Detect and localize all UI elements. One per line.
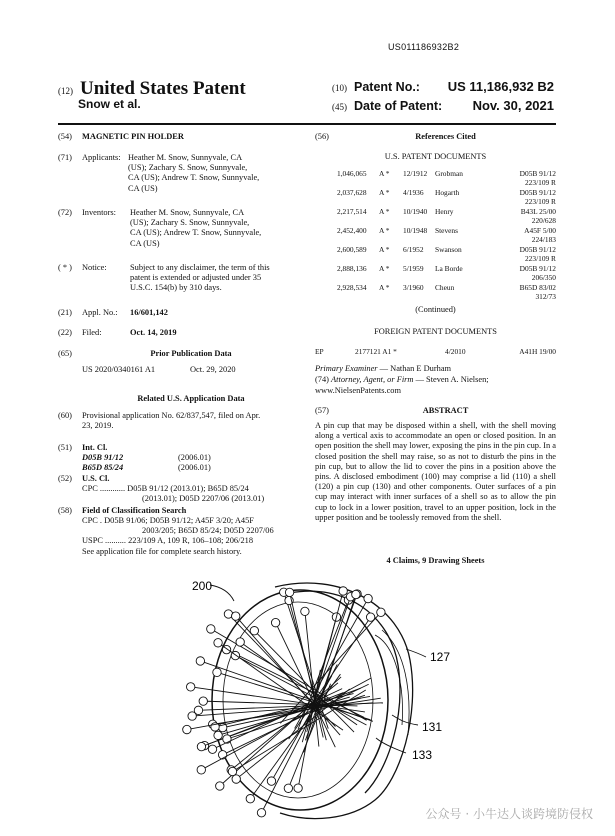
pin-head: [301, 607, 309, 615]
applicants-line: Heather M. Snow, Sunnyvale, CA: [128, 153, 243, 162]
notice-value: [130, 263, 300, 294]
related-heading-row: [58, 394, 300, 404]
pin-head: [223, 735, 231, 743]
pin-head: [213, 668, 221, 676]
filed-label: Filed:: [82, 328, 102, 337]
ref-label-133: 133: [412, 748, 433, 762]
uscl-line: CPC ............ D05B 91/12 (2013.01); B65D 85/24: [82, 484, 249, 493]
ref-label-127: 127: [430, 650, 451, 664]
patent-no-value: US 11,186,932 B2: [447, 79, 554, 94]
field-line: See application file for complete search history.: [82, 546, 242, 556]
pin-head: [188, 712, 196, 720]
us-doc-cls: D05B 91/12: [519, 264, 556, 273]
pin-head: [214, 731, 222, 739]
pin-head: [199, 697, 207, 705]
us-doc-name: Henry: [435, 207, 454, 216]
inventors-tag: (72): [58, 208, 72, 217]
intcl-code: D05B 91/12: [82, 453, 124, 462]
pin-head: [232, 612, 240, 620]
prior-heading: Prior Publication Data: [150, 349, 232, 358]
pin-head: [364, 594, 372, 602]
intcl-label: Int. Cl.: [82, 443, 108, 452]
pin-head: [197, 742, 205, 750]
inventors-line: (US); Zachary S. Snow, Sunnyvale,: [130, 218, 250, 228]
foreign-num: 2177121 A1 *: [355, 347, 397, 356]
leader-200: [210, 585, 234, 601]
pin-head: [214, 639, 222, 647]
patent-authors: Snow et al.: [78, 97, 141, 111]
intcl-rows: [82, 453, 302, 473]
us-doc-num: 2,452,400: [337, 226, 367, 235]
intcl-row: [82, 463, 302, 473]
pin-head: [218, 751, 226, 759]
date-value: Nov. 30, 2021: [472, 98, 554, 113]
attorney-value: — Steven A. Nielsen;: [415, 375, 489, 384]
pin-shaft: [213, 689, 343, 750]
pin-shaft: [305, 594, 357, 740]
us-doc-num: 2,928,534: [337, 283, 367, 292]
notice-label: Notice:: [82, 263, 107, 272]
pin-head: [294, 784, 302, 792]
inventors-line: CA (US); Andrew T. Snow, Sunnyvale,: [130, 228, 262, 238]
uscl-label: U.S. Cl.: [82, 474, 110, 483]
pins-group: [183, 587, 385, 817]
us-doc-num: 1,046,065: [337, 169, 367, 178]
pin-head: [216, 782, 224, 790]
us-doc-num: 2,037,628: [337, 188, 367, 197]
refs-tag: (56): [315, 132, 329, 141]
right-column: [315, 132, 556, 572]
pin-head: [228, 767, 236, 775]
prov-line: 23, 2019.: [82, 421, 114, 431]
us-doc-num: 2,600,589: [337, 245, 367, 254]
refs-heading: References Cited: [415, 132, 476, 141]
barcode-number: US011186932B2: [388, 42, 460, 52]
us-doc-cls: B65D 83/02: [519, 283, 556, 292]
uscl-value: [82, 484, 302, 504]
us-doc-cls2: 223/109 R: [524, 254, 556, 263]
applicants-label: Applicants:: [82, 153, 121, 162]
us-doc-cls2: 312/73: [535, 292, 556, 301]
pin-head: [186, 683, 194, 691]
patent-meta: [332, 79, 554, 117]
us-doc-date: 10/1948: [403, 226, 428, 235]
field-value: [82, 516, 302, 557]
pin-head: [285, 588, 293, 596]
us-doc-cls2: 224/183: [531, 235, 556, 244]
inventors-line: Heather M. Snow, Sunnyvale, CA: [130, 208, 245, 217]
intcl-tag: (51): [58, 443, 72, 452]
prior-date: Oct. 29, 2020: [190, 365, 236, 374]
field-line: 2003/205; B65D 85/24; D05D 2207/06: [142, 526, 274, 536]
attorney-line: [315, 375, 556, 385]
us-doc-name: Grobman: [435, 169, 463, 178]
us-doc-kind: A *: [379, 207, 390, 216]
examiner-value: — Nathan E Durham: [379, 364, 452, 373]
filed-value: Oct. 14, 2019: [130, 328, 177, 337]
examiner-label: Primary Examiner: [315, 364, 378, 373]
field-label: Field of Classification Search: [82, 506, 187, 515]
field-line: CPC . D05B 91/06; D05B 91/12; A45F 3/20; A45F: [82, 516, 254, 525]
prior-tag: (65): [58, 349, 72, 358]
inventors-line: CA (US): [130, 238, 160, 248]
watermark: 公众号 · 小牛达人谈跨境防侵权: [425, 807, 593, 821]
us-doc-num: 2,217,514: [337, 207, 367, 216]
attorney-label: Attorney, Agent, or Firm: [331, 375, 414, 384]
us-doc-cls: D05B 91/12: [519, 245, 556, 254]
us-doc-cls: A45F 5/00: [524, 226, 556, 235]
ref-label-131: 131: [422, 720, 443, 734]
field-tag: (58): [58, 506, 72, 515]
appl-value: 16/601,142: [130, 308, 168, 317]
examiner-line: [315, 364, 556, 374]
us-doc-date: 4/1936: [403, 188, 424, 197]
pin-head: [208, 745, 216, 753]
notice-tag: ( * ): [58, 263, 72, 272]
related-heading: Related U.S. Application Data: [137, 394, 245, 403]
leader-131: [392, 715, 418, 725]
us-doc-name: Swanson: [435, 245, 462, 254]
pin-head: [352, 590, 360, 598]
appl-label: Appl. No.:: [82, 308, 118, 317]
us-doc-cls: B43L 25/00: [520, 207, 556, 216]
prov-value: [82, 411, 300, 431]
prov-line: Provisional application No. 62/837,547, filed on Apr.: [82, 411, 261, 420]
pin-head: [377, 608, 385, 616]
inventors-label: Inventors:: [82, 208, 116, 217]
us-doc-name: Stevens: [435, 226, 458, 235]
attorney-tag: (74): [315, 375, 329, 384]
pin-head: [197, 766, 205, 774]
pin-head: [267, 777, 275, 785]
uscl-tag: (52): [58, 474, 72, 483]
prior-pub: US 2020/0340161 A1: [82, 365, 156, 374]
us-doc-cls2: 223/109 R: [524, 178, 556, 187]
notice-line: U.S.C. 154(b) by 310 days.: [130, 283, 222, 293]
patent-title: United States Patent: [80, 78, 246, 99]
us-doc-cls: D05B 91/12: [519, 169, 556, 178]
header-rule: [58, 123, 556, 125]
title-text: MAGNETIC PIN HOLDER: [82, 132, 184, 141]
abstract-tag: (57): [315, 406, 329, 415]
us-doc-kind: A *: [379, 169, 390, 178]
us-docs-heading: U.S. PATENT DOCUMENTS: [384, 152, 487, 161]
applicants-line: CA (US): [128, 183, 158, 193]
field-line: USPC .......... 223/109 A, 109 R, 106–108; 206/218: [82, 536, 254, 546]
barcode: [298, 18, 556, 42]
us-doc-date: 12/1912: [403, 169, 428, 178]
pin-head: [284, 784, 292, 792]
pin-head: [196, 657, 204, 665]
title-tag: (54): [58, 132, 72, 141]
pin-head: [246, 795, 254, 803]
patent-no-tag: (10): [332, 83, 347, 93]
heading-tag: (12): [58, 86, 73, 96]
intcl-code: B65D 85/24: [82, 463, 124, 472]
applicants-value: [128, 153, 300, 194]
notice-field: [58, 263, 300, 297]
pin-head: [236, 638, 244, 646]
inventors-field: [58, 208, 300, 252]
us-doc-date: 10/1940: [403, 207, 428, 216]
continued: (Continued): [415, 305, 456, 314]
intcl-year: (2006.01): [178, 463, 211, 472]
inventors-value: [130, 208, 300, 249]
pin-head: [257, 809, 265, 817]
intcl-year: (2006.01): [178, 453, 211, 462]
us-doc-date: 6/1952: [403, 245, 424, 254]
left-column: [58, 132, 300, 572]
us-doc-cls2: 206/350: [531, 273, 556, 282]
foreign-date: 4/2010: [445, 347, 466, 356]
notice-line: patent is extended or adjusted under 35: [130, 273, 262, 283]
pin-head: [183, 725, 191, 733]
pin-head: [339, 587, 347, 595]
us-doc-name: Hogarth: [435, 188, 460, 197]
us-doc-date: 5/1959: [403, 264, 424, 273]
us-doc-kind: A *: [379, 245, 390, 254]
applicants-line: (US); Zachary S. Snow, Sunnyvale,: [128, 163, 248, 173]
prov-tag: (60): [58, 411, 72, 420]
applicants-line: CA (US); Andrew T. Snow, Sunnyvale,: [128, 173, 260, 183]
us-doc-kind: A *: [379, 283, 390, 292]
pin-holder-figure: [150, 575, 480, 830]
us-doc-kind: A *: [379, 188, 390, 197]
attorney-website: www.NielsenPatents.com: [315, 386, 401, 395]
foreign-country: EP: [315, 347, 324, 356]
appl-tag: (21): [58, 308, 72, 317]
foreign-class: A41H 19/00: [519, 347, 556, 356]
us-doc-date: 3/1960: [403, 283, 424, 292]
applicants-field: [58, 153, 300, 197]
filed-tag: (22): [58, 328, 72, 337]
us-doc-name: Cheun: [435, 283, 455, 292]
claims-line: 4 Claims, 9 Drawing Sheets: [386, 556, 485, 565]
abstract-heading: ABSTRACT: [422, 406, 469, 415]
foreign-heading: FOREIGN PATENT DOCUMENTS: [374, 327, 497, 336]
pin-head: [207, 625, 215, 633]
us-doc-cls: D05B 91/12: [519, 188, 556, 197]
abstract-text: A pin cup that may be disposed within a shell, with the shell moving along a vertical axis to accommodate an open or closed position. In an open position the shell may lower, exposing the pins in the pin cup. In a closed position the shell may raise, so as not to disturb the pins in the pin cup, but to allow the lid to cover the pins in a position above the pins. A disclosed embodiment (100) may comprise a lid (110) a shell (120) a pin cup (130) and other components. Outer surfaces of a pin cup may interact with inner surfaces of a shell so as to allow the pin cup to lock in a lower position, travel to an upper position, lock in the upper position and be toolessly removed from the shell.: [315, 421, 556, 522]
applicants-tag: (71): [58, 153, 72, 162]
prior-heading-field: [58, 349, 300, 359]
us-doc-kind: A *: [379, 226, 390, 235]
pin-shaft: [240, 642, 357, 725]
pin-head: [271, 618, 279, 626]
intcl-row: [82, 453, 302, 463]
date-tag: (45): [332, 102, 347, 112]
us-doc-name: La Borde: [435, 264, 463, 273]
us-doc-num: 2,888,136: [337, 264, 367, 273]
notice-line: Subject to any disclaimer, the term of this: [130, 263, 270, 272]
patent-no-label: Patent No.:: [354, 80, 420, 94]
uscl-line: (2013.01); D05D 2207/06 (2013.01): [142, 494, 265, 504]
us-doc-kind: A *: [379, 264, 390, 273]
date-label: Date of Patent:: [354, 99, 443, 113]
ref-label-200: 200: [192, 579, 213, 593]
us-doc-cls2: 220/628: [531, 216, 556, 225]
us-doc-cls2: 223/109 R: [524, 197, 556, 206]
pin-head: [232, 775, 240, 783]
